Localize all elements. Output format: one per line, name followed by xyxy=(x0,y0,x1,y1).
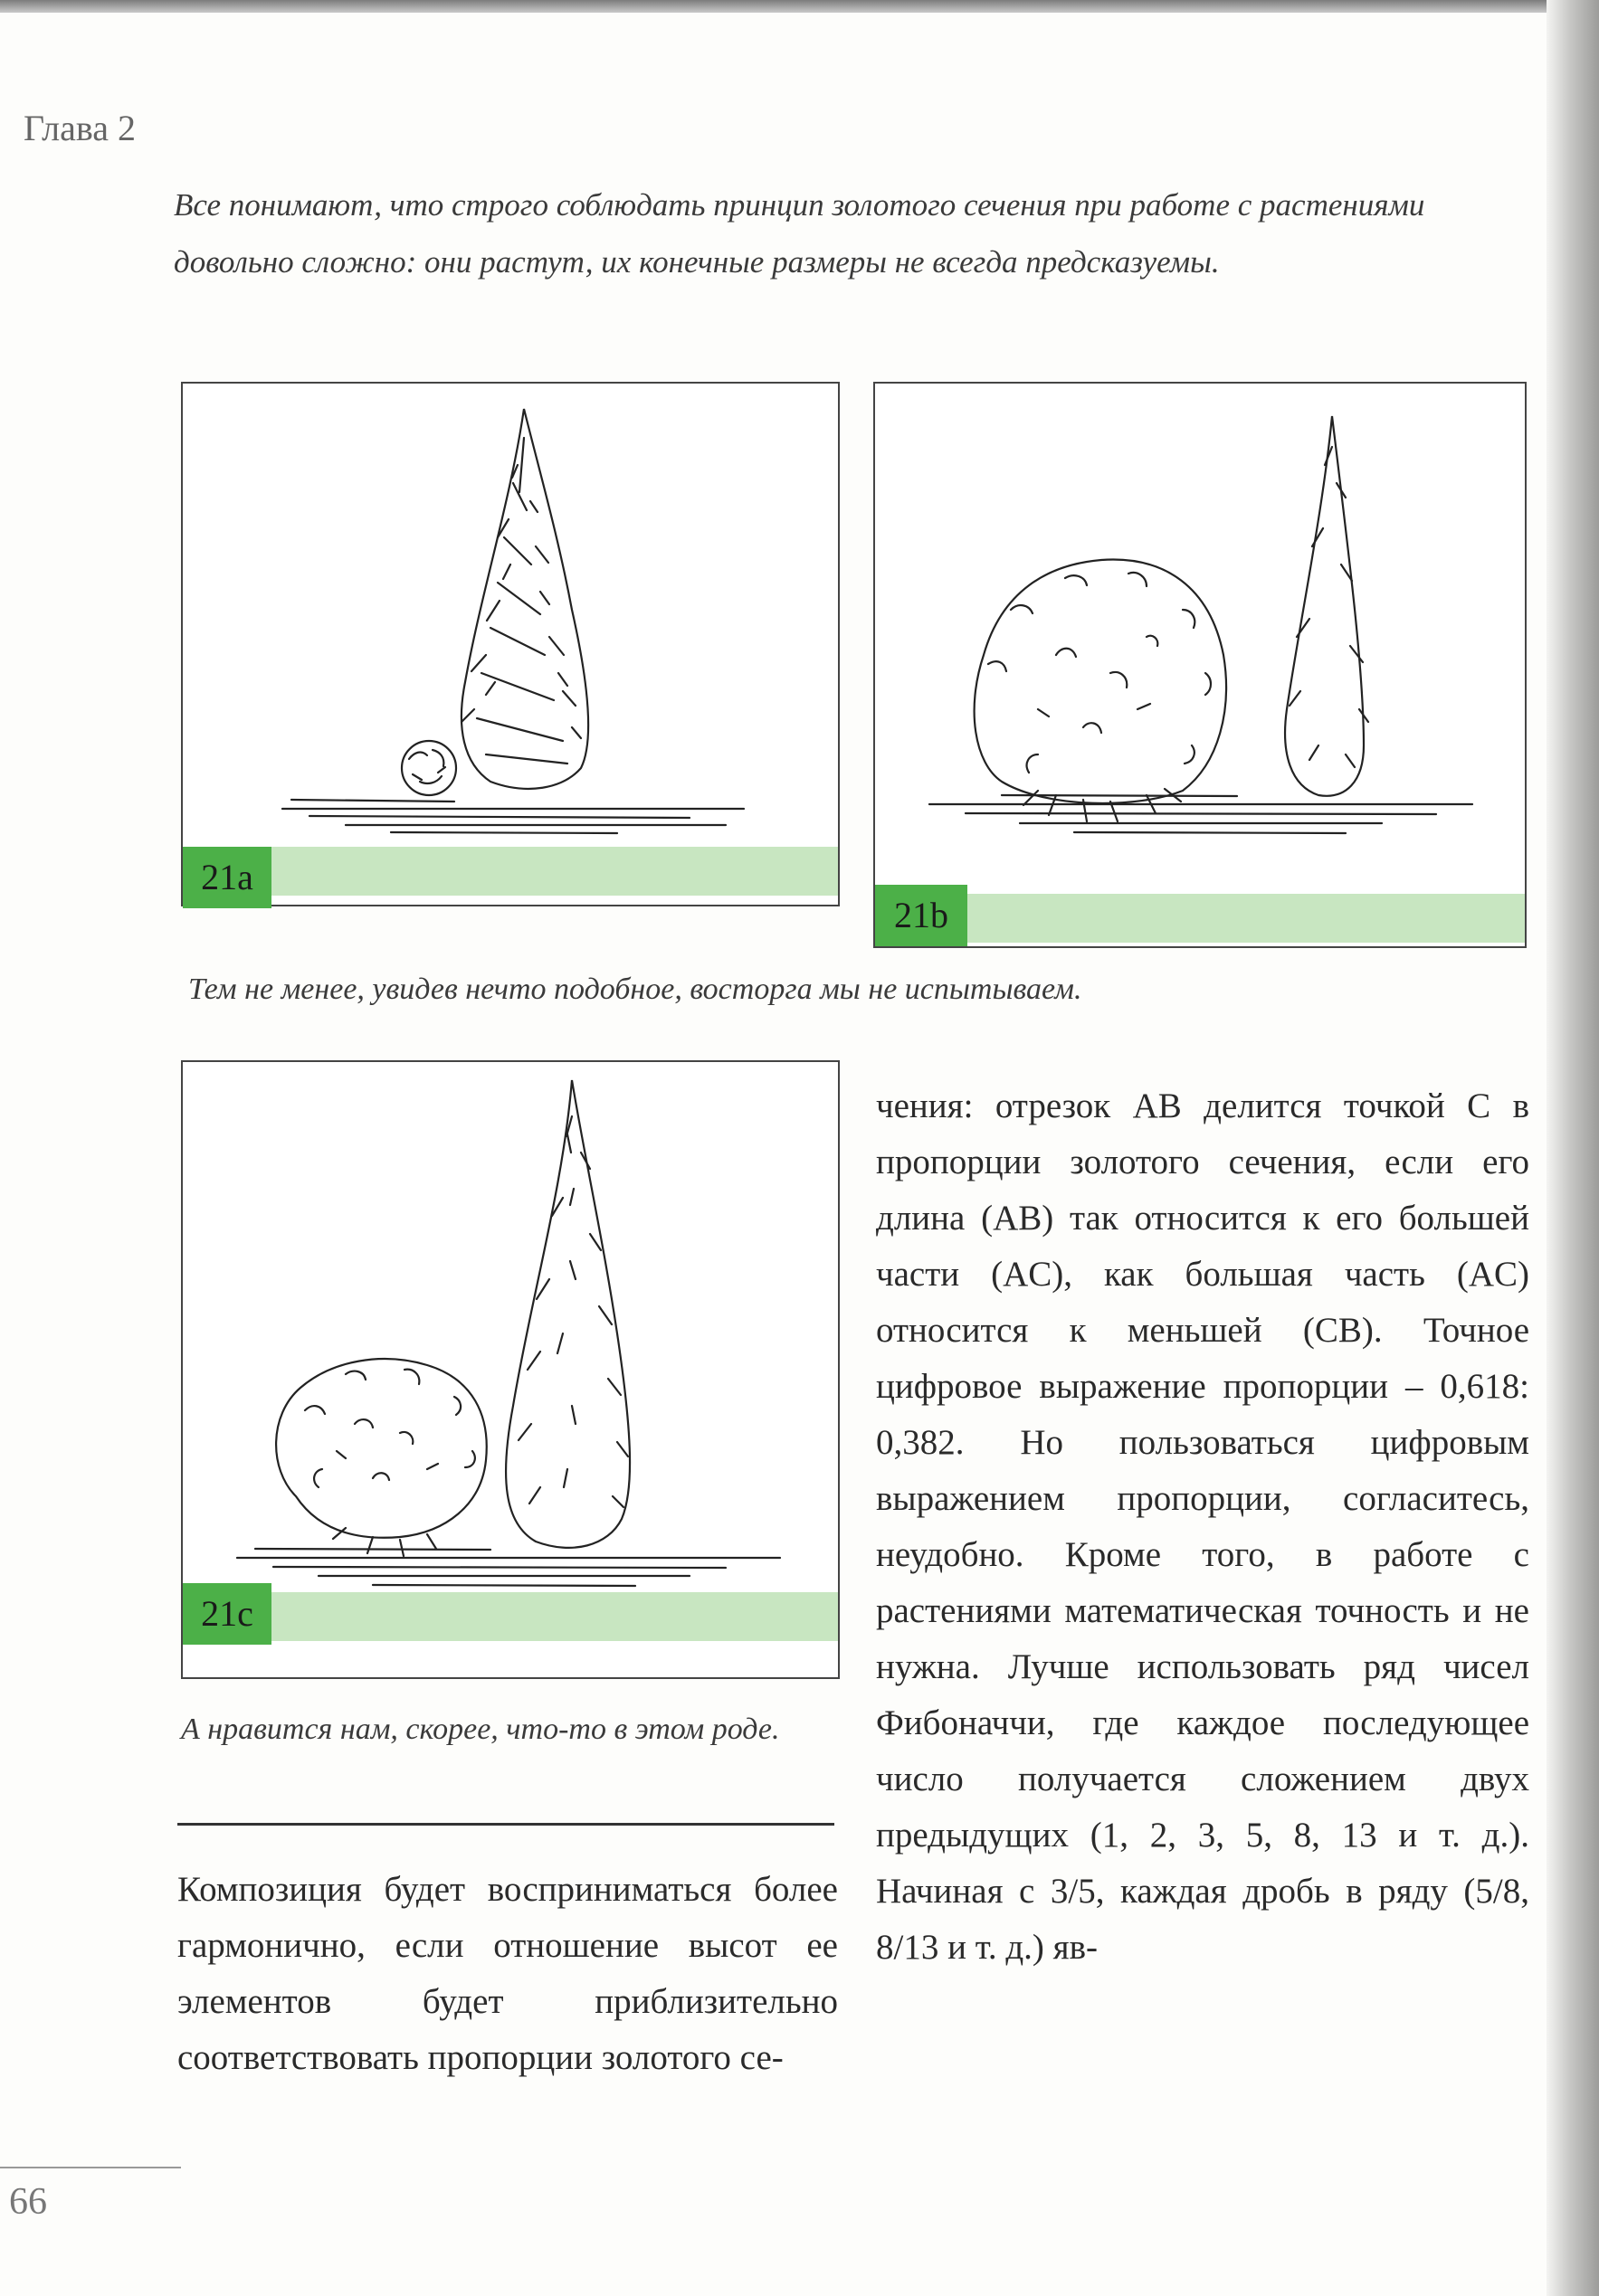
page-number-rule xyxy=(0,2167,181,2168)
figure-21b-label-bar xyxy=(967,894,1525,943)
figure-21c-label-bar xyxy=(271,1592,838,1641)
body-column-right: чения: отрезок AB делится точкой C в пропорции золотого сечения, если его длина (AB) так относится к его большей части (AC), как большая часть (AC) относится к меньшей (CB). Точное цифровое выражение пропорции – 0,618: 0,382. Но пользоваться цифровым выражением пропорции, согласитесь, неудобно. Кроме того, в работе с растениями математическая точность и не нужна. Лучше использовать ряд чисел Фибоначчи, где каждое последующее число получается сложением двух предыдущих (1, 2, 3, 5, 8, 13 и т. д.). Начиная с 3/5, каждая дробь в ряду (5/8, 8/13 и т. д.) яв- xyxy=(876,1086,1529,1967)
page-binding-shadow xyxy=(1547,0,1599,2296)
figure-21a-label-bar xyxy=(271,847,838,896)
figure-21b-label: 21b xyxy=(875,885,967,946)
chapter-heading: Глава 2 xyxy=(24,108,136,148)
figure-21b-drawing xyxy=(875,384,1525,946)
figure-21c-label: 21c xyxy=(183,1583,271,1645)
body-column-left: Композиция будет восприниматься более гармонично, если отношение высот ее элементов будет приблизительно соответствовать пропорции золотого се- xyxy=(177,1870,838,2077)
figure-21b-caption: Тем не менее, увидев нечто подобное, восторга мы не испытываем. xyxy=(188,972,1082,1006)
page-number: 66 xyxy=(9,2181,47,2223)
figure-21b xyxy=(873,382,1527,948)
figure-21c-drawing xyxy=(183,1062,838,1677)
figure-21c-caption: А нравится нам, скорее, что-то в этом роде. xyxy=(181,1713,780,1746)
page-top-edge xyxy=(0,0,1599,13)
section-divider xyxy=(177,1823,834,1826)
figure-21a xyxy=(181,382,840,906)
figure-21a-label: 21a xyxy=(183,847,271,908)
intro-paragraph: Все понимают, что строго соблюдать принцип золотого сечения при работе с растениями довольно сложно: они растут, их конечные размеры не всегда предсказуемы. xyxy=(174,187,1425,280)
figure-21a-drawing xyxy=(183,384,838,905)
figure-21c xyxy=(181,1060,840,1679)
